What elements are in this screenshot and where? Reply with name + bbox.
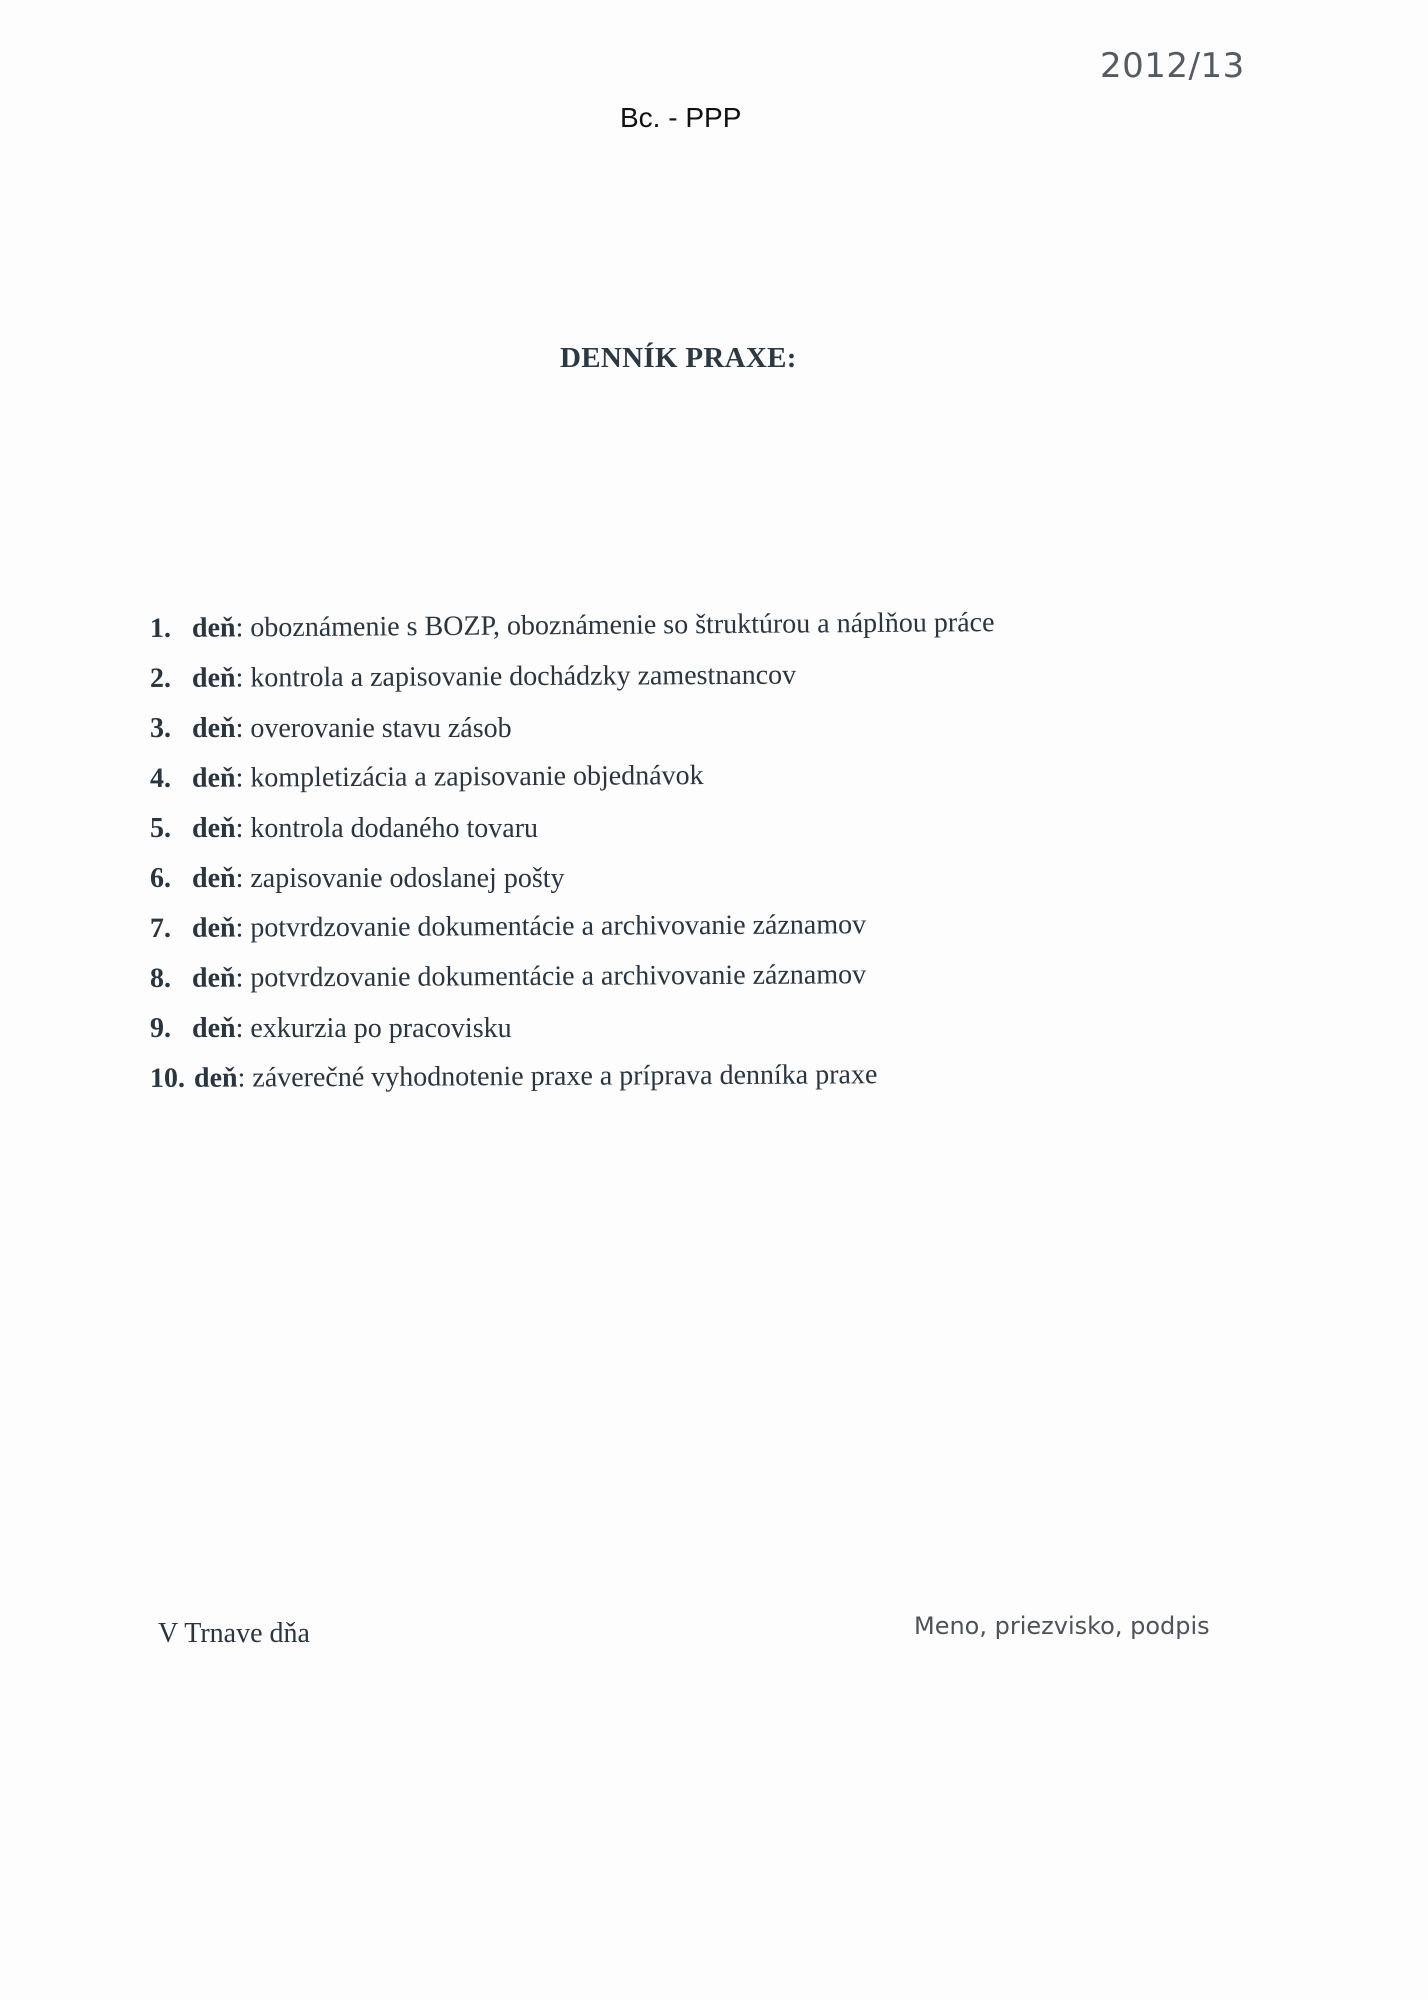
school-year: 2012/13	[1100, 46, 1245, 86]
list-item-day-6	[150, 854, 995, 904]
day-description: : zapisovanie odoslanej pošty	[235, 863, 565, 894]
list-item-day-10	[150, 1050, 995, 1104]
list-item-day-3	[150, 704, 995, 754]
day-description: : kompletizácia a zapisovanie objednávok	[235, 760, 704, 794]
day-description: : potvrdzovanie dokumentácie a archivovanie záznamov	[235, 909, 867, 944]
list-item-day-2	[150, 650, 995, 704]
day-number: 4.	[149, 762, 172, 794]
list-item-day-1	[150, 598, 995, 654]
day-description: : exkurzia po pracovisku	[235, 1013, 512, 1044]
list-item-day-8	[150, 950, 995, 1004]
page-title: DENNÍK PRAXE:	[560, 342, 797, 374]
day-number: 2.	[149, 662, 172, 694]
list-item-day-4	[150, 750, 995, 804]
day-word: deň	[192, 863, 236, 894]
course-code: Bc. - PPP	[620, 102, 742, 133]
day-number: 9.	[150, 1013, 171, 1044]
day-description: : kontrola a zapisovanie dochádzky zamestnancov	[235, 659, 797, 694]
day-description: : kontrola dodaného tovaru	[235, 813, 539, 844]
day-number: 7.	[149, 912, 172, 944]
list-item-day-5	[150, 804, 995, 854]
day-word: deň	[192, 713, 236, 744]
day-word: deň	[191, 912, 236, 944]
list-item-day-7	[150, 900, 995, 954]
day-description: : oboznámenie s BOZP, oboznámenie so štruktúrou a náplňou práce	[235, 607, 995, 644]
day-description: : overovanie stavu zásob	[235, 713, 512, 744]
day-word: deň	[192, 1013, 236, 1044]
day-number: 3.	[150, 713, 171, 744]
signature-label: Meno, priezvisko, podpis	[914, 1612, 1210, 1640]
day-word: deň	[191, 662, 236, 694]
day-number: 1.	[149, 612, 172, 644]
day-description: : potvrdzovanie dokumentácie a archivovanie záznamov	[235, 959, 867, 994]
day-number: 8.	[149, 962, 172, 994]
place-date-label: V Trnave dňa	[158, 1618, 310, 1649]
day-word: deň	[191, 612, 236, 644]
day-number: 5.	[150, 813, 171, 844]
list-item-day-9	[150, 1004, 995, 1054]
day-word: deň	[191, 962, 236, 994]
day-description: : záverečné vyhodnotenie praxe a príprava denníka praxe	[237, 1059, 878, 1094]
practice-days-list	[150, 604, 995, 1104]
day-word: deň	[191, 762, 236, 794]
day-number: 6.	[150, 863, 171, 894]
day-word: deň	[193, 1062, 238, 1094]
day-number: 10.	[149, 1062, 186, 1094]
day-word: deň	[192, 813, 236, 844]
